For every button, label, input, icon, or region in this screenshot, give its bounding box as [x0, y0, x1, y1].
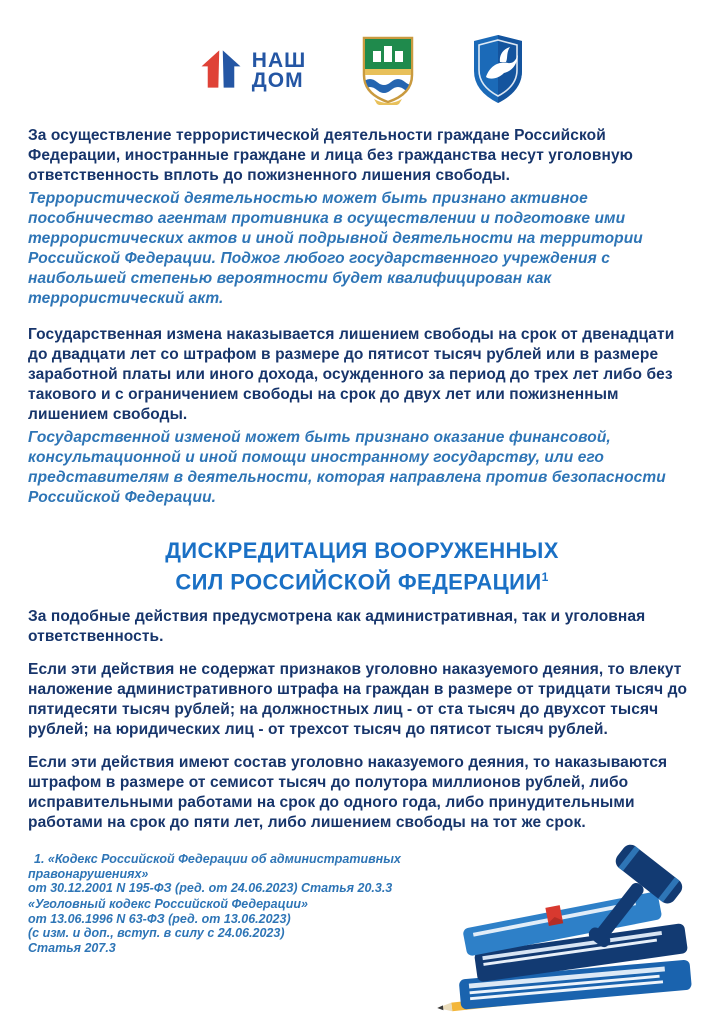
city-coat-of-arms-icon: [360, 33, 416, 110]
footnote-reference-mark: 1: [541, 570, 549, 584]
footnote2-line4: Статья 207.3: [28, 940, 116, 955]
footnote1-line1: 1. «Кодекс Российской Федерации об административных правонарушениях»: [28, 852, 401, 881]
criminal-penalty-paragraph: Если эти действия имеют состав уголовно наказуемого деяния, то наказываются штрафом в размере от семисот тысяч до полутора миллионов рублей, либо исправительными работами на срок до одного года, либо принудительными работами на срок до пяти лет, либо лишением свободы на тот же срок.: [28, 754, 668, 832]
nash-dom-wordmark: [252, 51, 306, 91]
footnote2-line3: (с изм. и доп., вступ. в силу с 24.06.2023): [28, 926, 285, 940]
footnote-administrative-code: [28, 852, 498, 896]
nash-dom-line2: ДОМ: [251, 69, 304, 92]
footnote-criminal-code: [28, 897, 498, 955]
heading-line2: СИЛ РОССИЙСКОЙ ФЕДЕРАЦИИ$^1$: [175, 569, 549, 595]
logo-header: [0, 0, 724, 108]
dove-shield-icon: [470, 33, 526, 110]
footnote1-line2: от 30.12.2001 N 195-ФЗ (ред. от 24.06.2023) Статья 20.3.3: [28, 881, 393, 895]
footnote2-line1: «Уголовный кодекс Российской Федерации»: [28, 897, 308, 911]
discreditation-heading: [28, 538, 696, 595]
heading-line1: ДИСКРЕДИТАЦИЯ ВООРУЖЕННЫХ: [165, 538, 559, 563]
terrorism-definition-paragraph: Террористической деятельностью может быть признано активное пособничество агентам противника в осуществлении и подготовке ими террористических актов и иной подрывной деятельности на территории Российской Федерации. Поджог любого государственного учреждения с наибольшей степенью вероятности будет квалифицирован как террористический акт.: [28, 190, 643, 307]
nash-dom-logo: [198, 46, 306, 97]
books-and-gavel-illustration: [430, 806, 722, 1020]
treason-definition-paragraph: Государственной изменой может быть признано оказание финансовой, консультационной и иной помощи иностранному государству, или его представителям в деятельности, которая направлена против безопасности Российской Федерации.: [28, 429, 666, 506]
treason-liability-paragraph: Государственная измена наказывается лишением свободы на срок от двенадцати до двадцати лет со штрафом в размере до пятисот тысяч рублей или в размере заработной платы или иного дохода, осужденного за период до трех лет либо без такового и с ограничением свободы на срок до двух лет или пожизненным лишением свободы.: [28, 326, 675, 423]
administrative-penalty-paragraph: Если эти действия не содержат признаков уголовно наказуемого деяния, то влекут наложение административного штрафа на граждан в размере от тридцати тысяч до пятидесяти тысяч рублей; на должностных лиц - от ста тысяч до двухсот тысяч рублей; на юридических лиц - от трехсот тысяч до пятисот тысяч рублей.: [28, 661, 688, 739]
responsibility-intro-paragraph: За подобные действия предусмотрена как административная, так и уголовная ответственность.: [28, 608, 646, 646]
main-content: [0, 126, 724, 833]
house-icon: [198, 46, 244, 97]
terrorism-liability-paragraph: За осуществление террористической деятельности граждане Российской Федерации, иностранные граждане и лица без гражданства несут уголовную ответственность вплоть до пожизненного лишения свободы.: [28, 127, 634, 184]
books-gavel-icon: [430, 806, 722, 1020]
footnote2-line2: от 13.06.1996 N 63-ФЗ (ред. от 13.06.2023): [28, 911, 291, 926]
nash-dom-line1: НАШ: [251, 49, 307, 73]
